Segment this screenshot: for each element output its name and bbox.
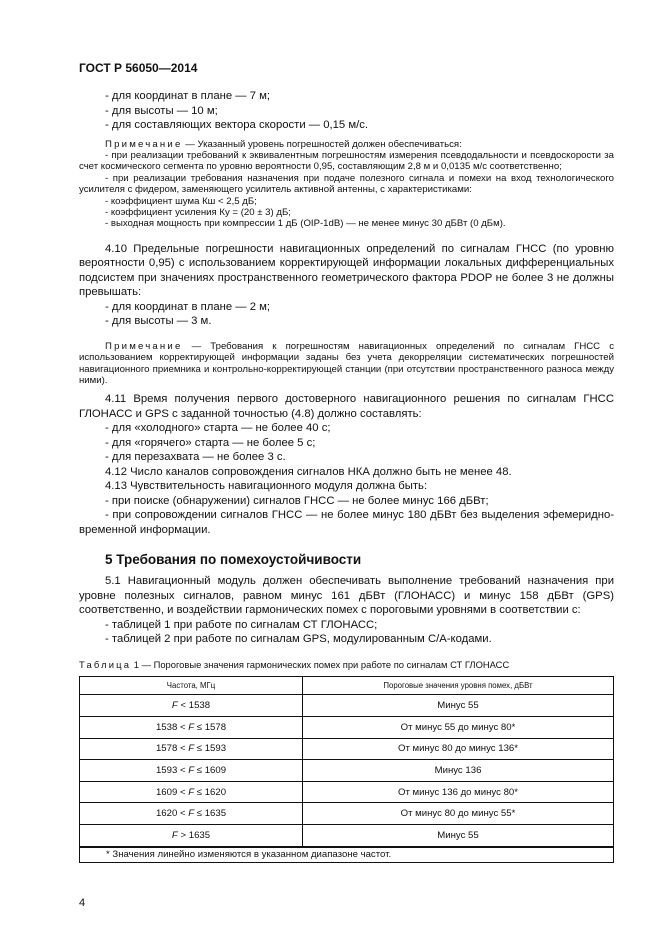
column-header: Частота, МГц — [80, 676, 303, 695]
document-header: ГОСТ Р 56050—2014 — [79, 61, 198, 75]
list-accuracy — [79, 89, 614, 133]
note-text: — Требования к погрешностям навигационных определений по сигналам ГНСС с использованием корректирующей информации заданы без учета декорреляции систематических погрешностей навигационного приемника и контрольно-корректирующей станции (при отсутствии пространственного разноса между ними). — [79, 340, 614, 386]
clauses-4-11-4-13 — [79, 392, 614, 537]
list-item: - при поиске (обнаружении) сигналов ГНСС — не более минус 166 дБВт; — [105, 494, 489, 507]
list-item: - при сопровождении сигналов ГНСС — не более минус 180 дБВт без выделения эфемеридно-временной информации. — [79, 509, 614, 536]
table-row — [80, 738, 614, 760]
frequency-cell: F > 1635 — [80, 824, 303, 846]
paragraph: 4.10 Предельные погрешности навигационных определений по сигналам ГНСС (по уровню вероятности 0,95) с использованием корректирующей информации локальных дифференциальных подсистем при значениях пространственного геометрического фактора PDOP не более 3 не должны превышать: — [79, 242, 614, 299]
note-2 — [79, 341, 614, 387]
list-item: - для «холодного» старта — не более 40 с; — [105, 422, 331, 435]
list-item: - таблицей 2 при работе по сигналам GPS, модулированным С/А-кодами. — [105, 633, 492, 646]
table-row — [80, 760, 614, 782]
paragraph: 4.11 Время получения первого достоверного навигационного решения по сигналам ГНСС ГЛОНАСС и GPS с заданной точностью (4.8) должно составлять: — [79, 393, 614, 420]
page-content — [79, 61, 614, 863]
list-item: - для составляющих вектора скорости — 0,15 м/с. — [105, 119, 369, 131]
table-row — [80, 824, 614, 846]
table-row — [80, 716, 614, 738]
threshold-cell: Минус 55 — [303, 695, 614, 717]
note-label: Примечание — [105, 138, 183, 150]
list-item: - для перезахвата — не более 3 с. — [105, 451, 286, 464]
frequency-cell: 1609 < F ≤ 1620 — [80, 781, 303, 803]
table-caption — [79, 659, 614, 671]
threshold-cell: Минус 55 — [303, 824, 614, 846]
caption-label: Таблица — [79, 658, 132, 670]
frequency-cell: 1578 < F ≤ 1593 — [80, 738, 303, 760]
note-lead: — Указанный уровень погрешностей должен обеспечиваться: — [182, 138, 462, 150]
table-header-row — [80, 676, 614, 695]
note-item: - коэффициент шума Кш < 2,5 дБ; — [105, 195, 257, 207]
threshold-cell: Минус 136 — [303, 760, 614, 782]
paragraph: 5.1 Навигационный модуль должен обеспечивать выполнение требований назначения при уровне полезных сигналов, равном минус 161 дБВт (ГЛОНАСС) и минус 158 дБВт (GPS) соответственно, и воздействии гармонических помех с пороговыми уровнями в соответствии с: — [79, 575, 614, 617]
frequency-cell: 1620 < F ≤ 1635 — [80, 803, 303, 825]
caption-text: 1 — Пороговые значения гармонических помех при работе по сигналам СТ ГЛОНАСС — [131, 658, 510, 670]
table-row — [80, 803, 614, 825]
note-1 — [79, 139, 614, 230]
note-item: - коэффициент усиления Ку = (20 ± 3) дБ; — [105, 206, 291, 218]
paragraph: 4.13 Чувствительность навигационного модуля должна быть: — [105, 480, 428, 493]
section-heading: 5 Требования по помехоустойчивости — [105, 552, 362, 568]
column-header: Пороговые значения уровня помех, дБВт — [303, 676, 614, 695]
table-row — [80, 781, 614, 803]
list-item: - для высоты — 3 м. — [105, 315, 212, 328]
frequency-cell: F < 1538 — [80, 695, 303, 717]
clause-5-1 — [79, 574, 614, 647]
page-number: 4 — [79, 897, 86, 909]
list-item: - для координат в плане — 2 м; — [105, 300, 271, 313]
note-label: Примечание — [105, 340, 183, 352]
table-footnote: * Значения линейно изменяются в указанном диапазоне частот. — [80, 847, 614, 863]
list-item: - для высоты — 10 м; — [105, 104, 218, 117]
list-item: - таблицей 1 при работе по сигналам СТ ГЛОНАСС; — [105, 618, 378, 631]
table-row — [80, 695, 614, 717]
note-item: - при реализации требований к эквивалентным погрешностям измерения псевдодальности и псевдоскорости за счет космического сегмента по уровню вероятности 0,95, составляющим 2,8 м и 0,0135 м/с соответственно; — [79, 149, 614, 173]
interference-threshold-table — [79, 676, 614, 863]
threshold-cell: От минус 55 до минус 80* — [303, 716, 614, 738]
note-item: - при реализации требования назначения при подаче полезного сигнала и помехи на вход технологического усилителя с фидером, заменяющего усилитель активной антенны, с характеристиками: — [79, 172, 614, 196]
list-item: - для «горячего» старта — не более 5 с; — [105, 436, 316, 449]
threshold-cell: От минус 80 до минус 136* — [303, 738, 614, 760]
paragraph: 4.12 Число каналов сопровождения сигналов НКА должно быть не менее 48. — [105, 465, 512, 478]
clause-4-10 — [79, 242, 614, 329]
frequency-cell: 1538 < F ≤ 1578 — [80, 716, 303, 738]
threshold-cell: От минус 136 до минус 80* — [303, 781, 614, 803]
table-footnote-row — [80, 847, 614, 863]
list-item: - для координат в плане — 7 м; — [105, 90, 271, 102]
threshold-cell: От минус 80 до минус 55* — [303, 803, 614, 825]
frequency-cell: 1593 < F ≤ 1609 — [80, 760, 303, 782]
note-item: - выходная мощность при компрессии 1 дБ (OIP-1dB) — не менее минус 30 дБВт (0 дБм). — [105, 218, 506, 230]
